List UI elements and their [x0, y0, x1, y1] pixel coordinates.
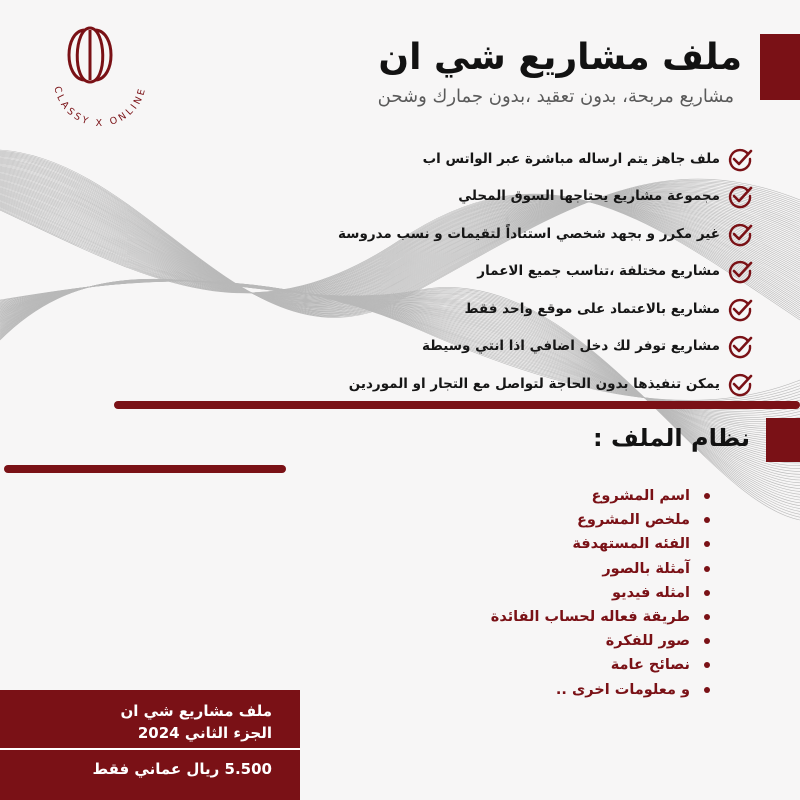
check-circle-icon: [726, 332, 754, 360]
page-subtitle: مشاريع مربحة، بدون تعقيد ،بدون جمارك وشحن: [377, 86, 734, 107]
list-item: [390, 532, 710, 556]
check-circle-icon: [726, 220, 754, 248]
divider-line: [114, 401, 800, 409]
list-item-text: ملخص المشروع: [576, 512, 690, 529]
feature-item: [294, 178, 754, 216]
feature-text: ملف جاهز يتم ارساله مباشرة عبر الواتس اب: [422, 150, 720, 167]
check-circle-icon: [726, 182, 754, 210]
accent-block-top: [760, 34, 800, 100]
bullet-icon: [704, 662, 710, 668]
bullet-icon: [704, 687, 710, 693]
feature-text: مشاريع توفر لك دخل اضافي اذا انتي وسيطة: [421, 338, 720, 355]
features-list: [294, 140, 754, 403]
system-title: نظام الملف :: [592, 424, 750, 452]
list-item-text: اسم المشروع: [591, 488, 690, 505]
list-item-text: آمثلة بالصور: [602, 560, 690, 577]
bullet-icon: [704, 517, 710, 523]
feature-item: [294, 140, 754, 178]
check-circle-icon: [726, 257, 754, 285]
check-circle-icon: [726, 295, 754, 323]
bullet-icon: [704, 566, 710, 572]
feature-text: غير مكرر و بجهد شخصي استناداً لتقيمات و نسب مدروسة: [338, 225, 720, 242]
list-item: [390, 653, 710, 677]
feature-text: يمكن تنفيذها بدون الحاجة لتواصل مع التجار او الموردين: [348, 375, 720, 392]
list-item-text: نصائح عامة: [610, 657, 690, 674]
list-item-text: صور للفكرة: [605, 633, 690, 650]
feature-item: [294, 215, 754, 253]
list-item: [390, 605, 710, 629]
list-item: [390, 678, 710, 702]
price-value: 5.500 ريال عماني فقط: [92, 760, 272, 778]
feature-text: مشاريع مختلفة ،تناسب جميع الاعمار: [477, 263, 720, 280]
feature-text: مشاريع بالاعتماد على موقع واحد فقط: [464, 300, 720, 317]
brand-logo: [40, 10, 160, 130]
price-title: ملف مشاريع شي ان: [120, 702, 272, 720]
feature-item: [294, 365, 754, 403]
list-item: [390, 484, 710, 508]
list-item-text: امثله فيديو: [612, 584, 690, 601]
bullet-icon: [704, 493, 710, 499]
list-item: [390, 508, 710, 532]
feature-text: مجموعة مشاريع يحتاجها السوق المحلي: [458, 188, 720, 205]
check-circle-icon: [726, 370, 754, 398]
bullet-icon: [704, 541, 710, 547]
feature-item: [294, 328, 754, 366]
svg-text:CLASSY X ONLINE: [51, 85, 148, 129]
feature-item: [294, 290, 754, 328]
list-item-text: طريقة فعاله لحساب الفائدة: [490, 609, 690, 626]
price-box: [0, 690, 300, 800]
bullet-icon: [704, 590, 710, 596]
bullet-icon: [704, 638, 710, 644]
bullet-icon: [704, 614, 710, 620]
price-part: الجزء الثاني 2024: [137, 724, 272, 742]
list-item: [390, 629, 710, 653]
price-divider: [0, 748, 300, 750]
list-item-text: و معلومات اخرى ..: [555, 681, 690, 698]
list-item-text: الفئه المستهدفة: [572, 536, 690, 553]
list-item: [390, 557, 710, 581]
system-list: [390, 484, 710, 702]
page-title: ملف مشاريع شي ان: [378, 37, 742, 78]
divider-line: [4, 465, 286, 473]
logo-text: CLASSY X ONLINE: [51, 85, 149, 130]
feature-item: [294, 253, 754, 291]
check-circle-icon: [726, 145, 754, 173]
list-item: [390, 581, 710, 605]
accent-block-system: [766, 418, 800, 462]
